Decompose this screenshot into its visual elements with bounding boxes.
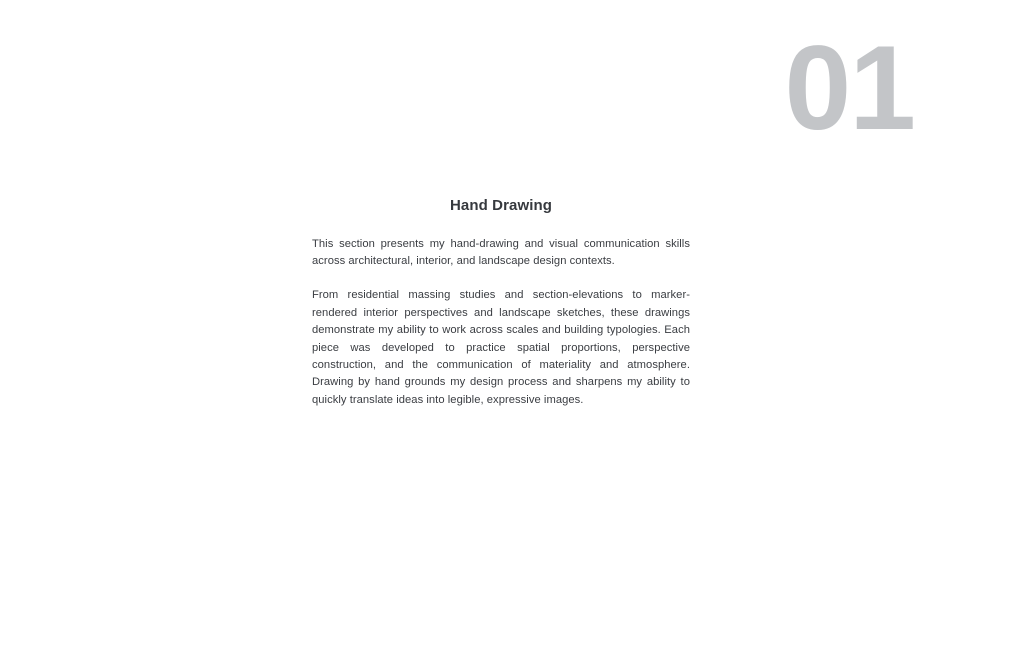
- intro-paragraph: This section presents my hand-drawing and visual communication skills across architectural, interior, and landscape design contexts.: [312, 237, 690, 267]
- content-column: [312, 196, 690, 409]
- description-paragraph: From residential massing studies and section-elevations to marker-rendered interior perspectives and landscape sketches, these drawings demonstrate my ability to work across scales and building typologies. Each piece was developed to practice spatial proportions, perspective construction, and the communication of materiality and atmosphere. Drawing by hand grounds my design process and sharpens my ability to quickly translate ideas into legible, expressive images.: [312, 289, 690, 406]
- section-number: 01: [784, 21, 914, 155]
- page-title: Hand Drawing: [449, 197, 553, 214]
